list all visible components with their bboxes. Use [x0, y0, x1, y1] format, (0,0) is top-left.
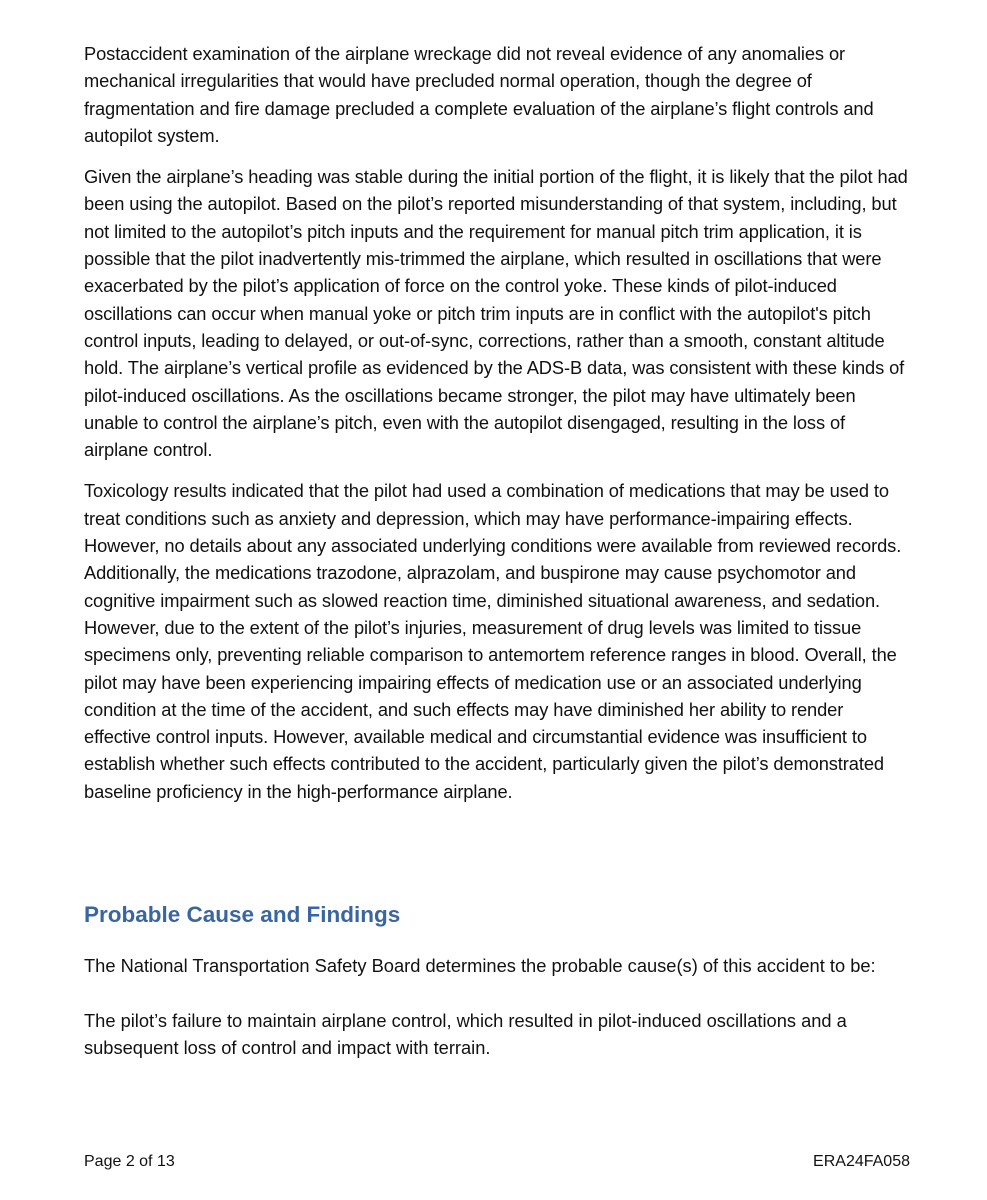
paragraph-autopilot-analysis: Given the airplane’s heading was stable during the initial portion of the flight, it is likely that the pilot had been using the autopilot. Based on the pilot’s reported misunderstanding of that system, including, but not limited to the autopilot’s pitch inputs and the requirement for manual pitch trim application, it is possible that the pilot inadvertently mis-trimmed the airplane, which resulted in oscillations that were exacerbated by the pilot’s application of force on the control yoke. These kinds of pilot-induced oscillations can occur when manual yoke or pitch trim inputs are in conflict with the autopilot's pitch control inputs, leading to delayed, or out-of-sync, corrections, rather than a smooth, constant altitude hold. The airplane’s vertical profile as evidenced by the ADS-B data, was consistent with these kinds of pilot-induced oscillations. As the oscillations became stronger, the pilot may have ultimately been unable to control the airplane’s pitch, even with the autopilot disengaged, resulting in the loss of airplane control. [84, 166, 908, 461]
paragraph-wreckage-examination: Postaccident examination of the airplane wreckage did not reveal evidence of any anomalies or mechanical irregularities that would have precluded normal operation, though the degree of fragmentation and fire damage precluded a complete evaluation of the airplane’s flight controls and autopilot system. [84, 43, 874, 146]
page-footer [84, 1152, 910, 1172]
section-heading-probable-cause: Probable Cause and Findings [84, 902, 401, 927]
paragraph-toxicology: Toxicology results indicated that the pilot had used a combination of medications that may be used to treat conditions such as anxiety and depression, which may have performance-impairing effects. However, no details about any associated underlying conditions were available from reviewed records. Additionally, the medications trazodone, alprazolam, and buspirone may cause psychomotor and cognitive impairment such as slowed reaction time, diminished situational awareness, and sedation. However, due to the extent of the pilot’s injuries, measurement of drug levels was limited to tissue specimens only, preventing reliable comparison to antemortem reference ranges in blood. Overall, the pilot may have been experiencing impairing effects of medication use or an associated underlying condition at the time of the accident, and such effects may have diminished her ability to render effective control inputs. However, available medical and circumstantial evidence was insufficient to establish whether such effects contributed to the accident, particularly given the pilot’s demonstrated baseline proficiency in the high-performance airplane. [84, 480, 902, 802]
page-number: Page 2 of 13 [84, 1153, 175, 1170]
probable-cause-intro: The National Transportation Safety Board determines the probable cause(s) of this accident to be: [84, 955, 876, 976]
report-page [84, 40, 912, 1059]
case-number: ERA24FA058 [813, 1153, 910, 1170]
probable-cause-statement: The pilot’s failure to maintain airplane control, which resulted in pilot-induced oscillations and a subsequent loss of control and impact with terrain. [84, 1010, 847, 1059]
